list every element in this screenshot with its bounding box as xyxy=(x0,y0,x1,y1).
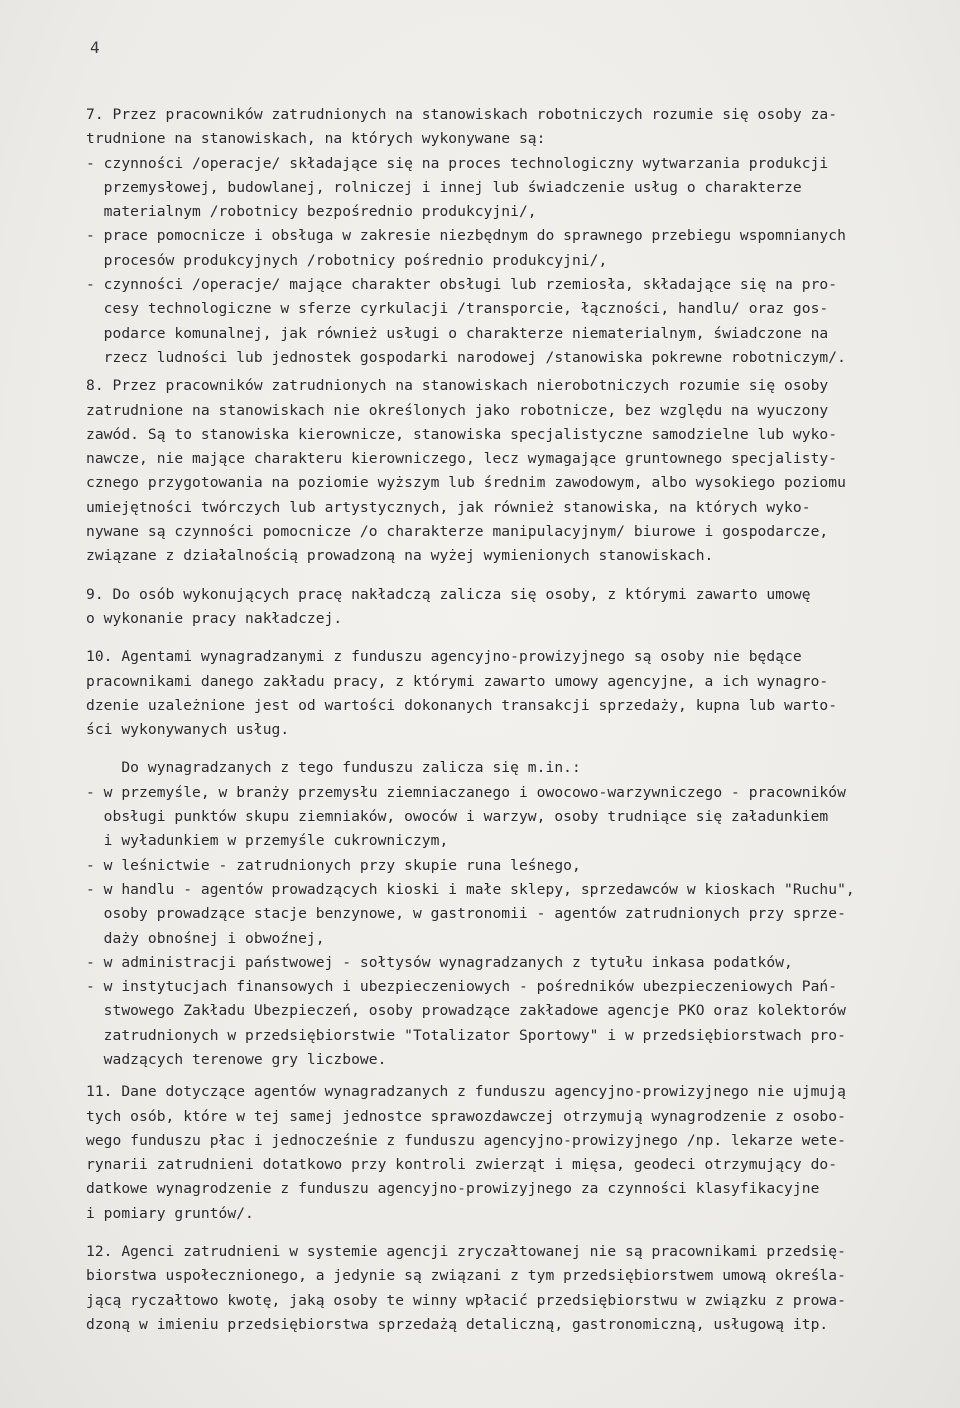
text-line: - w administracji państwowej - sołtysów wynagradzanych z tytułu inkasa podatków, xyxy=(86,953,793,971)
text-line: biorstwa uspołecznionego, a jedynie są związani z tym przedsiębiorstwem umową określa- xyxy=(86,1267,846,1285)
text-line: jącą ryczałtowo kwotę, jaką osoby te winny wpłacić przedsiębiorstwu w związku z prowa- xyxy=(86,1291,846,1309)
text-line: - prace pomocnicze i obsługa w zakresie niezbędnym do sprawnego przebiegu wspomnianych xyxy=(86,227,846,245)
text-line: datkowe wynagrodzenie z funduszu agencyjno-prowizyjnego za czynności klasyfikacyjne xyxy=(86,1180,820,1198)
text-line: - czynności /operacje/ mające charakter obsługi lub rzemiosła, składające się na pro- xyxy=(86,276,838,294)
text-line: podarce komunalnej, jak również usługi o charakterze niematerialnym, świadczone na xyxy=(86,324,829,342)
text-line: 7. Przez pracowników zatrudnionych na stanowiskach robotniczych rozumie się osoby za- xyxy=(86,106,838,123)
text-line: daży obnośnej i obwoźnej, xyxy=(86,929,325,947)
text-line: trudnione na stanowiskach, na których wykonywane są: xyxy=(86,130,546,148)
text-line: pracownikami danego zakładu pracy, z którymi zawarto umowy agencyjne, a ich wynagro- xyxy=(86,672,829,690)
text-line: umiejętności twórczych lub artystycznych, jak również stanowiska, na których wyko- xyxy=(86,498,811,516)
text-line: rzecz ludności lub jednostek gospodarki narodowej /stanowiska pokrewne robotniczym/. xyxy=(86,348,846,366)
text-line: związane z działalnością prowadzoną na wyżej wymienionych stanowiskach. xyxy=(86,547,714,565)
text-line: rynarii zatrudnieni dotatkowo przy kontroli zwierząt i mięsa, geodeci otrzymujący do- xyxy=(86,1156,838,1174)
text-line: nywane są czynności pomocnicze /o charakterze manipulacyjnym/ biurowe i gospodarcze, xyxy=(86,523,829,541)
text-line: - w handlu - agentów prowadzących kioski i małe sklepy, sprzedawców w kioskach "Ruchu", xyxy=(86,880,855,898)
document-body xyxy=(86,103,916,1337)
text-line: dzoną w imieniu przedsiębiorstwa sprzedażą detaliczną, gastronomiczną, usługową itp. xyxy=(86,1315,829,1333)
text-line: i wyładunkiem w przemyśle cukrowniczym, xyxy=(86,832,449,850)
text-line: procesów produkcyjnych /robotnicy pośrednio produkcyjni/, xyxy=(86,251,608,269)
text-line: ści wykonywanych usług. xyxy=(86,721,290,739)
text-line: 9. Do osób wykonujących pracę nakładczą zalicza się osoby, z którymi zawarto umowę xyxy=(86,585,811,603)
text-line: dzenie uzależnione jest od wartości dokonanych transakcji sprzedaży, kupna lub warto- xyxy=(86,696,838,714)
text-line: 10. Agentami wynagradzanymi z funduszu agencyjno-prowizyjnego są osoby nie będące xyxy=(86,648,802,666)
text-line: przemysłowej, budowlanej, rolniczej i innej lub świadczenie usług o charakterze xyxy=(86,178,802,196)
text-line: zatrudnione na stanowiskach nie określonych jako robotnicze, bez względu na wyuczony xyxy=(86,401,829,419)
text-line: zawód. Są to stanowiska kierownicze, stanowiska specjalistyczne samodzielne lub wyko- xyxy=(86,425,838,443)
text-line: - czynności /operacje/ składające się na proces technologiczny wytwarzania produkcji xyxy=(86,154,829,172)
text-line: nawcze, nie mające charakteru kierowniczego, lecz wymagające gruntownego specjalisty- xyxy=(86,450,838,468)
text-line: - w leśnictwie - zatrudnionych przy skupie runa leśnego, xyxy=(86,856,581,874)
text-line: wego funduszu płac i jednocześnie z funduszu agencyjno-prowizyjnego /np. lekarze wete- xyxy=(86,1131,846,1149)
text-line: cznego przygotowania na poziomie wyższym lub średnim zawodowym, albo wysokiego poziomu xyxy=(86,474,846,492)
text-line: obsługi punktów skupu ziemniaków, owoców i warzyw, osoby trudniące się załadunkiem xyxy=(86,808,829,826)
text-line: cesy technologiczne w sferze cyrkulacji /transporcie, łączności, handlu/ oraz gos- xyxy=(86,300,829,318)
text-line: stwowego Zakładu Ubezpieczeń, osoby prowadzące zakładowe agencje PKO oraz kolektorów xyxy=(86,1002,846,1020)
page-number: 4 xyxy=(90,38,100,57)
text-line: o wykonanie pracy nakładczej. xyxy=(86,609,343,627)
text-line: materialnym /robotnicy bezpośrednio produkcyjni/, xyxy=(86,203,537,221)
text-line: wadzących terenowe gry liczbowe. xyxy=(86,1050,387,1068)
text-line: osoby prowadzące stacje benzynowe, w gastronomii - agentów zatrudnionych przy sprze- xyxy=(86,905,846,923)
text-line: zatrudnionych w przedsiębiorstwie "Totalizator Sportowy" i w przedsiębiorstwach pro- xyxy=(86,1026,846,1044)
text-line: 8. Przez pracowników zatrudnionych na stanowiskach nierobotniczych rozumie się osoby xyxy=(86,377,829,395)
text-line: 11. Dane dotyczące agentów wynagradzanych z funduszu agencyjno-prowizyjnego nie ujmują xyxy=(86,1083,846,1101)
text-line: 12. Agenci zatrudnieni w systemie agencji zryczałtowanej nie są pracownikami przedsię- xyxy=(86,1243,846,1261)
text-line: - w przemyśle, w branży przemysłu ziemniaczanego i owocowo-warzywniczego - pracowników xyxy=(86,783,846,801)
text-line: tych osób, które w tej samej jednostce sprawozdawczej otrzymują wynagrodzenie z osobo- xyxy=(86,1107,846,1125)
text-line: - w instytucjach finansowych i ubezpieczeniowych - pośredników ubezpieczeniowych Pań- xyxy=(86,978,838,996)
text-line: Do wynagradzanych z tego funduszu zalicza się m.in.: xyxy=(86,759,581,777)
text-line: i pomiary gruntów/. xyxy=(86,1204,254,1222)
